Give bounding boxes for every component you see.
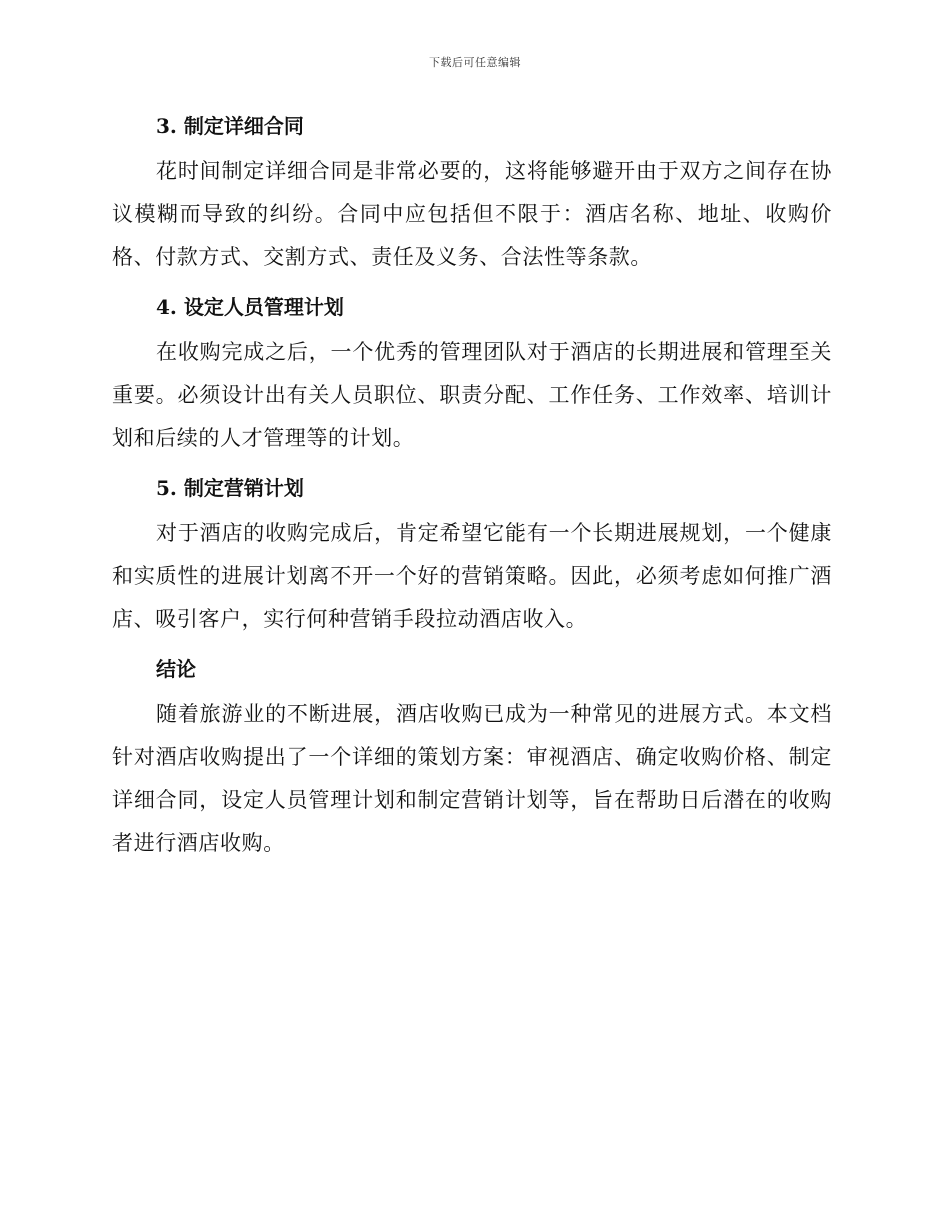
section-body-marketing-plan: 对于酒店的收购完成后，肯定希望它能有一个长期进展规划，一个健康和实质性的进展计划离不开一个好的营销策略。因此，必须考虑如何推广酒店、吸引客户，实行何种营销手段拉动酒店收入。 <box>112 521 832 631</box>
document-body <box>112 106 832 873</box>
header-note: 下载后可任意编辑 <box>429 56 521 69</box>
section-body-conclusion: 随着旅游业的不断进展，酒店收购已成为一种常见的进展方式。本文档针对酒店收购提出了一个详细的策划方案：审视酒店、确定收购价格、制定详细合同，设定人员管理计划和制定营销计划等，旨在帮助日后潜在的收购者进行酒店收购。 <box>112 702 832 855</box>
section-heading-marketing-plan: 5. 制定营销计划 <box>156 476 304 500</box>
section-body-contract: 花时间制定详细合同是非常必要的，这将能够避开由于双方之间存在协议模糊而导致的纠纷。合同中应包括但不限于：酒店名称、地址、收购价格、付款方式、交割方式、责任及义务、合法性等条款。 <box>112 159 832 269</box>
section-heading-contract: 3. 制定详细合同 <box>156 114 304 138</box>
section-heading-staff-plan: 4. 设定人员管理计划 <box>156 295 344 319</box>
section-heading-conclusion: 结论 <box>156 657 196 681</box>
section-body-staff-plan: 在收购完成之后，一个优秀的管理团队对于酒店的长期进展和管理至关重要。必须设计出有关人员职位、职责分配、工作任务、工作效率、培训计划和后续的人才管理等的计划。 <box>112 340 832 450</box>
